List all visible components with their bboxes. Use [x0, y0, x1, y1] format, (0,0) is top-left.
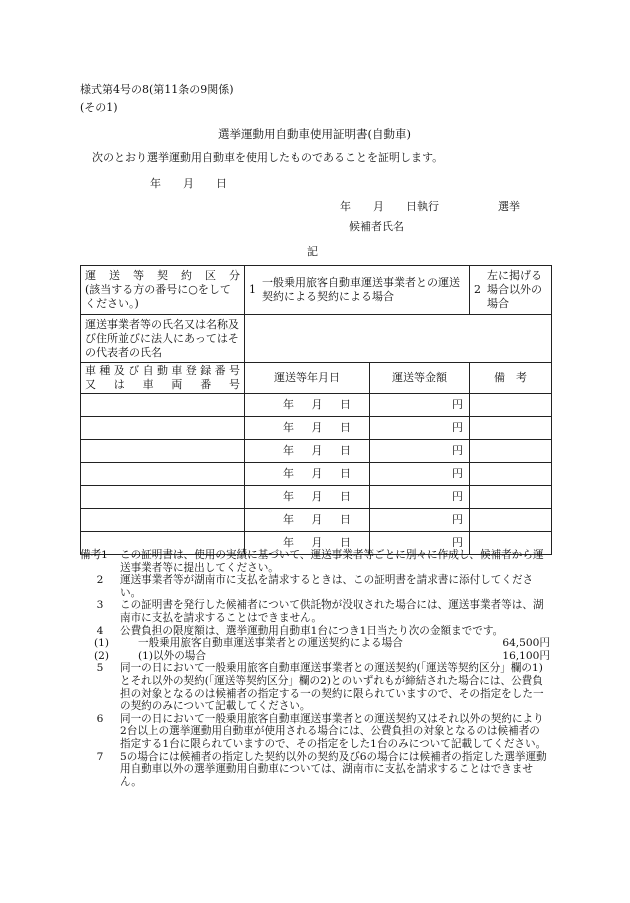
year-label: 年 [283, 490, 294, 503]
option-2-number: 2 [474, 283, 481, 296]
remarks-cell[interactable] [470, 509, 552, 532]
day-label: 日 [340, 536, 351, 549]
issue-date: 年 月 日 [150, 177, 227, 190]
note-4-2: (2) (1)以外の場合 16,100円 [94, 649, 550, 662]
note-2: 2 運送事業者等が湖南市に支払を請求するときは、この証明書を請求書に添付してください。 [96, 574, 534, 599]
form-number: 様式第4号の8(第11条の9関係) [80, 83, 234, 96]
yen-label: 円 [452, 490, 463, 503]
year-label: 年 [283, 398, 294, 411]
day-label: 日 [340, 444, 351, 457]
remarks-cell[interactable] [470, 440, 552, 463]
amount-cell[interactable] [370, 463, 470, 486]
table-rows [81, 394, 552, 555]
election-suffix: 選挙 [498, 200, 520, 213]
vehicle-cell[interactable] [81, 417, 245, 440]
date-cell[interactable] [245, 440, 370, 463]
month-label: 月 [311, 398, 323, 411]
vehicle-label: 車種及び自動車登録番号 又は車両番号 [81, 363, 245, 394]
contract-option-1[interactable] [245, 266, 470, 315]
day-label: 日 [340, 490, 351, 503]
amount-cell[interactable] [370, 394, 470, 417]
page-title: 選挙運動用自動車使用証明書(自動車) [218, 127, 411, 141]
table-row [81, 394, 552, 417]
table-row [81, 486, 552, 509]
note-1: 備考1 この証明書は、使用の実績に基づいて、運送事業者等ごとに別々に作成し、候補者から運送事業者等に提出してください。 [80, 549, 544, 574]
month-label: 月 [311, 467, 323, 480]
vehicle-cell[interactable] [81, 486, 245, 509]
table-row [81, 417, 552, 440]
remarks-cell[interactable] [470, 417, 552, 440]
table-row [81, 463, 552, 486]
year-label: 年 [283, 421, 294, 434]
month-label: 月 [311, 513, 323, 526]
option-2-text: 左に掲げる場合以外の場合 [487, 269, 542, 310]
usage-table [80, 265, 552, 555]
remarks-cell[interactable] [470, 486, 552, 509]
col-date-header: 運送等年月日 [245, 363, 370, 394]
month-label: 月 [311, 421, 323, 434]
note-3: 3 この証明書を発行した候補者について供託物が没収された場合には、運送事業者等は、湖南市に支払を請求することはできません。 [96, 599, 544, 624]
amount-cell[interactable] [370, 509, 470, 532]
amount-cell[interactable] [370, 440, 470, 463]
yen-label: 円 [452, 536, 463, 549]
vehicle-cell[interactable] [81, 440, 245, 463]
month-label: 月 [311, 490, 323, 503]
month-label: 月 [311, 536, 323, 549]
year-label: 年 [283, 444, 294, 457]
day-label: 日 [340, 398, 351, 411]
note-7: 7 5の場合には候補者の指定した契約以外の契約及び6の場合には候補者の指定した選挙運動用自動車以外の選挙運動用自動車については、湖南市に支払を請求することはできません。 [96, 750, 547, 788]
day-label: 日 [340, 513, 351, 526]
vehicle-cell[interactable] [81, 394, 245, 417]
year-label: 年 [283, 536, 294, 549]
col-amount-header: 運送等金額 [370, 363, 470, 394]
date-cell[interactable] [245, 509, 370, 532]
yen-label: 円 [452, 421, 463, 434]
remarks-cell[interactable] [470, 394, 552, 417]
amount-cell[interactable] [370, 417, 470, 440]
operator-value[interactable] [245, 315, 552, 363]
yen-label: 円 [452, 467, 463, 480]
vehicle-cell[interactable] [81, 509, 245, 532]
note-4-1: (1) 一般乗用旅客自動車運送事業者との運送契約による場合 64,500円 [94, 637, 550, 650]
amount-cell[interactable] [370, 486, 470, 509]
contract-type-label: 運送等契約区分 (該当する方の番号に○をしてください。) [81, 266, 245, 315]
note-5: 5 同一の日において一般乗用旅客自動車運送事業者との運送契約(「運送等契約区分」欄の1)とそれ以外の契約(「運送等契約区分」欄の2)とのいずれもが締結された場合には、公費負担の対象となるのは候補者の指定する一の契約に限られていますので、その指定をした一の契約のみについて記載してください。 [96, 662, 544, 713]
election-date: 年 月 日執行 [340, 200, 439, 213]
date-cell[interactable] [245, 417, 370, 440]
certification-statement: 次のとおり選挙運動用自動車を使用したものであることを証明します。 [92, 151, 444, 164]
col-remarks-header: 備 考 [470, 363, 552, 394]
contract-option-2[interactable] [470, 266, 552, 315]
day-label: 日 [340, 421, 351, 434]
yen-label: 円 [452, 444, 463, 457]
option-1-text: 一般乗用旅客自動車運送事業者との運送契約による契約による場合 [262, 276, 460, 303]
date-cell[interactable] [245, 394, 370, 417]
day-label: 日 [340, 467, 351, 480]
table-row [81, 440, 552, 463]
option-1-number: 1 [249, 283, 256, 296]
date-cell[interactable] [245, 463, 370, 486]
year-label: 年 [283, 467, 294, 480]
notes [80, 549, 550, 788]
date-cell[interactable] [245, 486, 370, 509]
note-6: 6 同一の日において一般乗用旅客自動車運送事業者との運送契約又はそれ以外の契約により2台以上の選挙運動用自動車が使用される場合には、公費負担の対象となるのは候補者の指定する1台に限られていますので、その指定をした1台のみについて記載してください。 [96, 712, 547, 750]
vehicle-cell[interactable] [81, 463, 245, 486]
year-label: 年 [283, 513, 294, 526]
table-row [81, 509, 552, 532]
form-part: (その1) [80, 101, 118, 114]
remarks-cell[interactable] [470, 463, 552, 486]
operator-label: 運送事業者等の氏名又は名称及び住所並びに法人にあってはその代表者の氏名 [81, 315, 245, 363]
yen-label: 円 [452, 513, 463, 526]
yen-label: 円 [452, 398, 463, 411]
month-label: 月 [311, 444, 323, 457]
ki-heading: 記 [307, 245, 318, 258]
candidate-name-label: 候補者氏名 [349, 220, 404, 233]
note-4: 4 公費負担の限度額は、選挙運動用自動車1台につき1日当たり次の金額までです。 [96, 624, 504, 637]
